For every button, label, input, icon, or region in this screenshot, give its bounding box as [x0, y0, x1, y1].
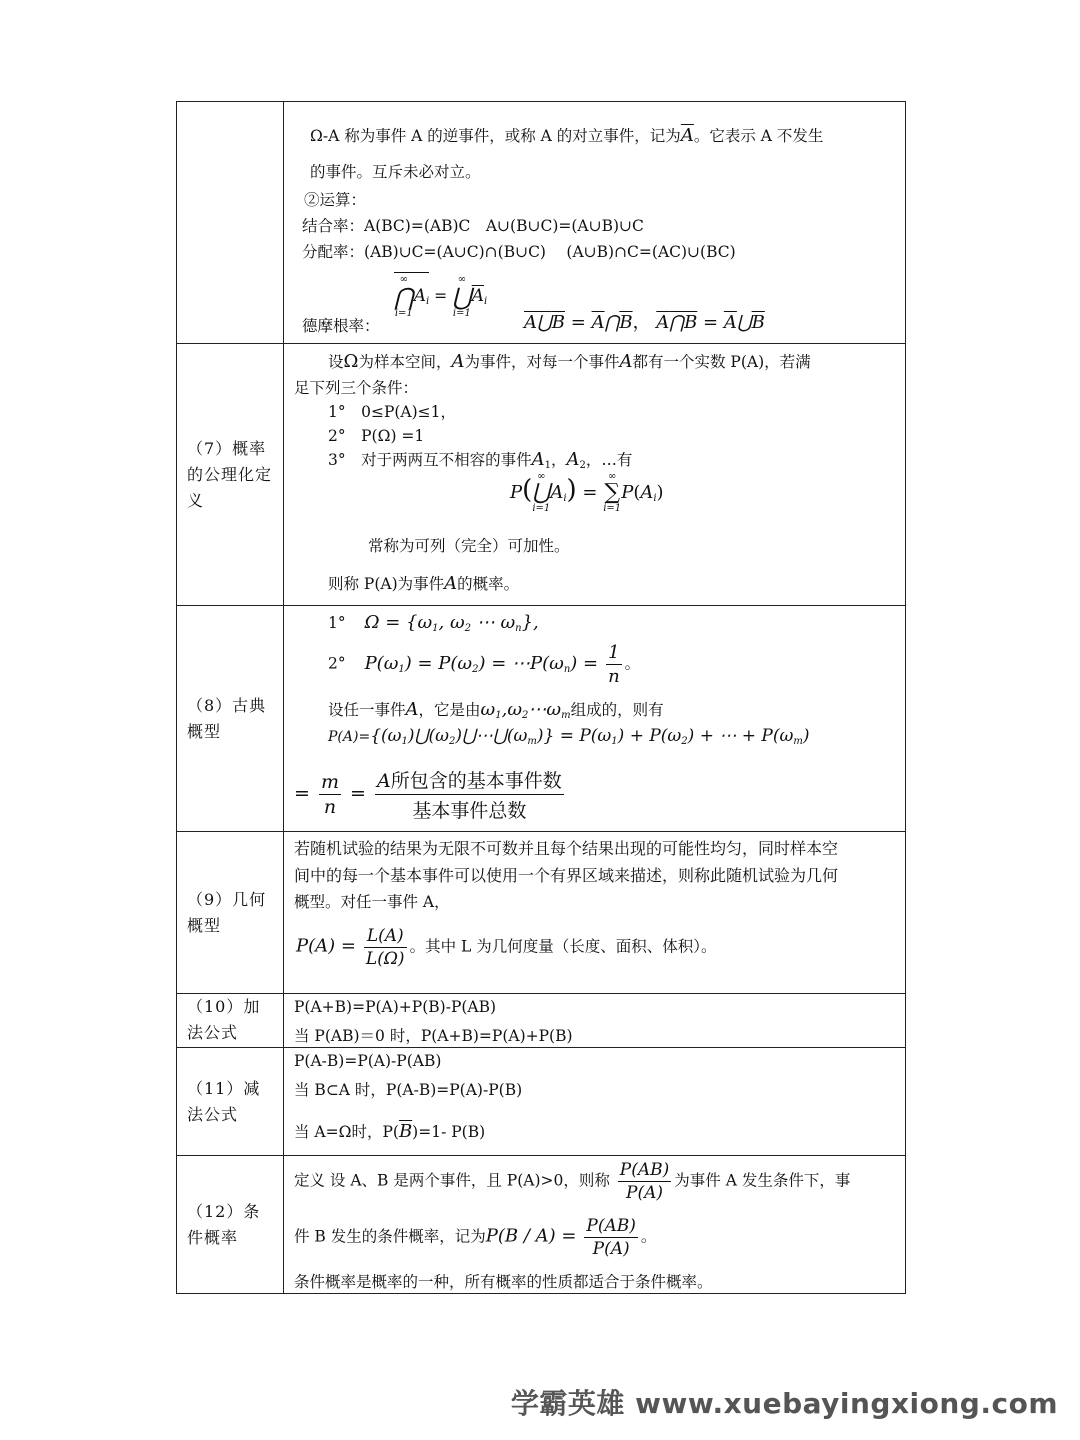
complement-definition-line: Ω-A 称为事件 A 的逆事件，或称 A 的对立事件，记为$\overline{A}$。它表示 A 不发生	[310, 125, 824, 146]
row-label-text: （7）概率的公理化定义	[187, 438, 273, 510]
classical-event-definition: 设任一事件A，它是由$\omega_1,\omega_2\cdots\omega_m$组成的，则有	[328, 699, 664, 721]
geometric-formula-line: P(A) = $\frac{L(A)}{L(\Omega)}$ 。其中 L 为几何度量（长度、面积、体积）。	[296, 926, 717, 969]
table-row	[177, 1156, 906, 1294]
site-watermark: 学霸英雄 www.xuebayingxiong.com	[510, 1387, 1058, 1420]
subtraction-formula: P(A-B)=P(A)-P(AB)	[294, 1052, 442, 1070]
classical-item-2: 2° $P(\omega_1) = P(\omega_2)$ = $\cdots P(\omega_n)$ = $\frac{1}{n}$ 。	[328, 642, 641, 687]
row-label-conditional	[177, 1156, 284, 1294]
row-label-empty	[177, 102, 284, 344]
row-body-subtraction	[284, 1048, 906, 1156]
classical-ratio-formula: = $\frac{m}{n}$ = $\frac{\text{A所包含的基本事件数}}{\text{基本事件总数}}$	[294, 766, 567, 823]
table-row	[177, 994, 906, 1048]
table-row	[177, 344, 906, 606]
distributive-law-line: 分配率：(AB)∪C=(A∪C)∩(B∪C) (A∪B)∩C=(AC)∪(BC)	[302, 243, 736, 261]
conditional-definition-line2: 件 B 发生的条件概率，记为P(B / A) = $\frac{P(AB)}{P(A)}$ 。	[294, 1216, 657, 1259]
complement-note-line: 的事件。互斥未必对立。	[310, 163, 481, 181]
row-body-addition	[284, 994, 906, 1048]
conditional-definition-line1: 定义 设 A、B 是两个事件，且 P(A)>0，则称 $\frac{P(AB)}{P(A)}$ 为事件 A 发生条件下，事	[294, 1160, 851, 1203]
demorgan-countable-formula: ∞ ⋂ i=1 $A_i$ = ∞ ⋃ i=1 $\overline{A}_i$	[394, 274, 488, 319]
demorgan-two-set-formula: A⋃B = $\overline{A}⋂\overline{B}$， A⋂B = $\overline{A}⋃\overline{B}$	[524, 312, 765, 333]
row-label-addition	[177, 994, 284, 1048]
row-label-text: （10）加法公式	[187, 997, 261, 1042]
geometric-text-line1: 若随机试验的结果为无限不可数并且每个结果出现的可能性均匀，同时样本空	[294, 839, 839, 858]
axiom-condition-2: 2° P(Ω) =1	[328, 427, 425, 445]
row-body-geometric	[284, 832, 906, 994]
row-label-axiomatic	[177, 344, 284, 606]
row-label-text: （12）条件概率	[187, 1201, 261, 1247]
row-label-text: （8）古典概型	[187, 695, 267, 741]
table-row	[177, 1048, 906, 1156]
classical-probability-formula: $P(A)=\{(\omega_1)⋃(\omega_2)⋃\cdots⋃(\omega_m)\} = P(\omega_1) + P(\omega_2)$ + ⋯ + $P(\omega_m)$	[328, 726, 810, 747]
conditional-note: 条件概率是概率的一种，所有概率的性质都适合于条件概率。	[294, 1273, 713, 1291]
axiom-intro-line: 设Ω为样本空间，A为事件，对每一个事件A都有一个实数 P(A)，若满	[328, 351, 811, 372]
row-body-conditional	[284, 1156, 906, 1294]
addition-formula: P(A+B)=P(A)+P(B)-P(AB)	[294, 998, 497, 1016]
geometric-text-line2: 间中的每一个基本事件可以使用一个有界区域来描述，则称此随机试验为几何	[294, 866, 839, 885]
classical-item-1: 1° $\Omega = \{\omega_1$, $\omega_2$ ⋯ $\omega_n$},	[328, 612, 539, 634]
axiom-condition-1: 1° 0≤P(A)≤1，	[328, 403, 457, 421]
demorgan-label: 德摩根率：	[302, 317, 380, 335]
additivity-note: 常称为可列（完全）可加性。	[368, 537, 570, 555]
axiom-condition-3: 3° 对于两两互不相容的事件$A_1$，$A_2$，…有	[328, 449, 633, 471]
countable-additivity-formula: P( ∞ ⋃ i=1 $A_i$) = ∞ ∑ i=1 $P(A_i)$	[510, 471, 664, 514]
complement-symbol: $\overline{A}$	[680, 125, 694, 146]
row-body-operations	[284, 102, 906, 344]
row-label-geometric	[177, 832, 284, 994]
operations-heading: ②运算：	[304, 191, 367, 209]
axiom-intro-line2: 足下列三个条件：	[294, 379, 419, 397]
row-label-subtraction	[177, 1048, 284, 1156]
axiom-conclusion: 则称 P(A)为事件A的概率。	[328, 573, 520, 594]
row-body-axiomatic	[284, 344, 906, 606]
geometric-text-line3: 概型。对任一事件 A，	[294, 893, 450, 911]
probability-notes-table	[176, 101, 906, 1294]
addition-special-case: 当 P(AB)＝0 时，P(A+B)=P(A)+P(B)	[294, 1027, 573, 1045]
row-label-text: （11）减法公式	[187, 1078, 261, 1124]
table-row	[177, 102, 906, 344]
table-row	[177, 606, 906, 832]
subtraction-omega-case: 当 A=Ω时，$P(\overline{B})=1-$ P(B)	[294, 1121, 486, 1142]
subtraction-subset-case: 当 B⊂A 时，P(A-B)=P(A)-P(B)	[294, 1081, 523, 1099]
row-label-text: （9）几何概型	[187, 889, 267, 935]
associative-law-line: 结合率：A(BC)=(AB)C A∪(B∪C)=(A∪B)∪C	[302, 217, 644, 235]
table-row	[177, 832, 906, 994]
row-body-classical	[284, 606, 906, 832]
row-label-classical	[177, 606, 284, 832]
